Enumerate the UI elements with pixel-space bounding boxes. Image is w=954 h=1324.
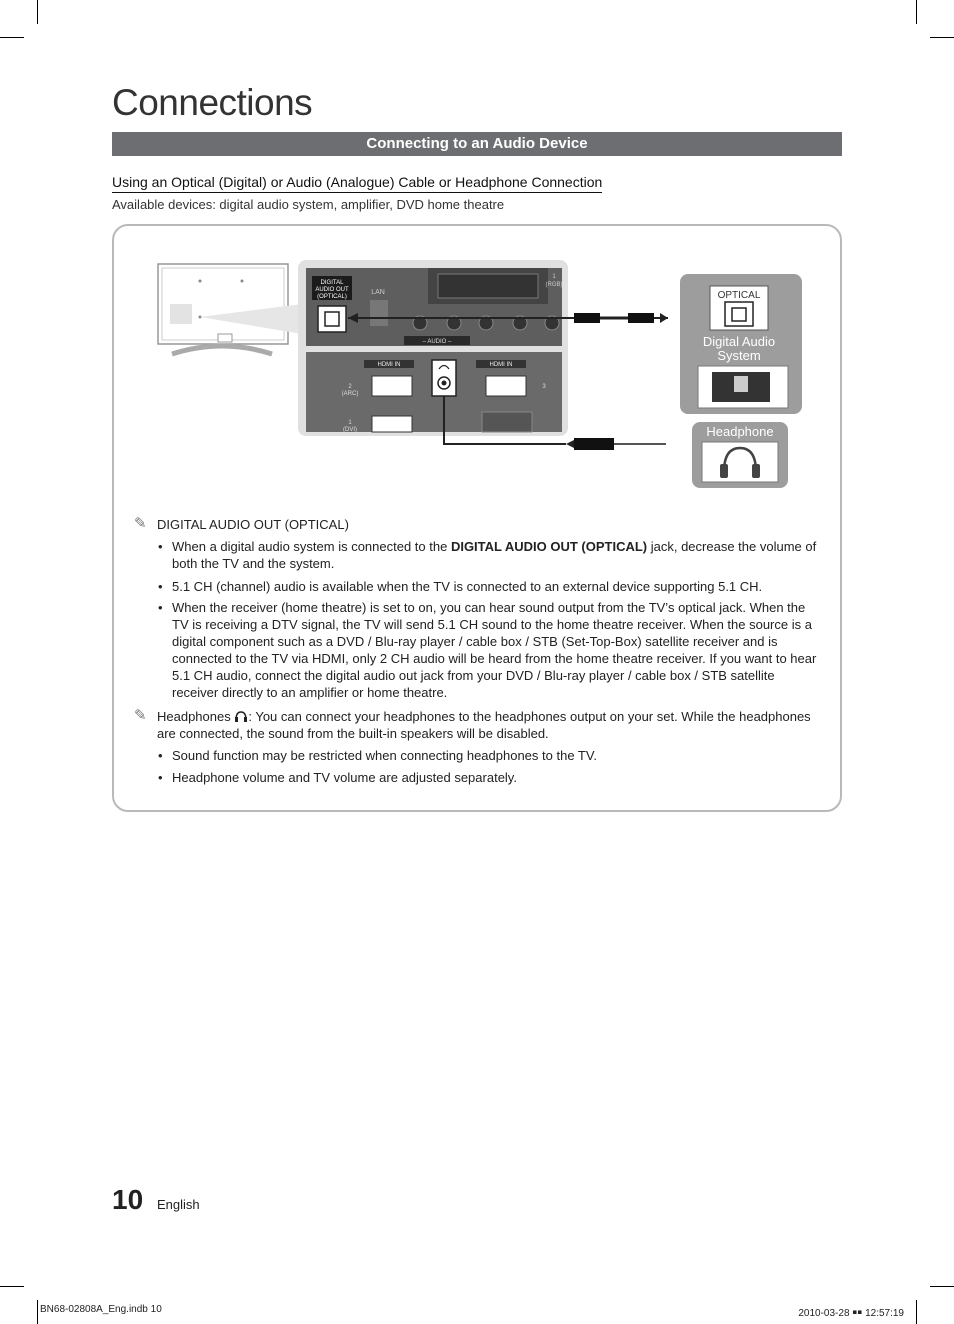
bullet-text: When the receiver (home theatre) is set to on, you can hear sound output from the TV’s optical jack. When the TV is receiving a DTV signal, the TV will send 5.1 CH sound to the home theatre receiver. When the source is a digital component such as a DVD / Blu-ray player / cable box / STB (Set-Top-Box) satellite receiver and is connected to the TV via HDMI, only 2 CH audio will be heard from the home theatre receiver. If you want to hear 5.1 CH audio, connect the digital audio out jack from your DVD / Blu-ray player / cable box / STB satellite receiver directly to an amplifier or home theatre.: [172, 600, 817, 700]
note-title: Headphones: [157, 709, 231, 724]
pencil-icon: ✎: [134, 707, 147, 724]
list-item: • Sound function may be restricted when connecting headphones to the TV.: [158, 748, 597, 763]
crop-mark: [0, 37, 24, 38]
optical-jack: [318, 306, 346, 332]
bullet-text: 5.1 CH (channel) audio is available when the TV is connected to an external device supporting 5.1 CH.: [172, 579, 763, 594]
list-item: • When a digital audio system is connected to the DIGITAL AUDIO OUT (OPTICAL) jack, decrease the volume of both the TV and the system.: [158, 539, 817, 571]
connection-panel: [112, 224, 842, 812]
digital-audio-system-label-2: System: [717, 348, 761, 363]
bullet-text: When a digital audio system is connected to the: [172, 539, 451, 554]
available-devices: Available devices: digital audio system, amplifier, DVD home theatre: [112, 197, 505, 212]
bullet-text: Headphone volume and TV volume are adjusted separately.: [172, 770, 517, 785]
date-info: 2010-03-28 ￭￭ 12:57:19: [798, 1308, 904, 1319]
connection-diagram: [114, 226, 840, 506]
rgb-label-1: 1: [552, 274, 556, 280]
note-title: DIGITAL AUDIO OUT (OPTICAL): [157, 517, 349, 532]
digital-audio-system-label-1: Digital Audio: [702, 334, 776, 349]
rgb-label-2: (RGB): [545, 282, 563, 288]
digital-out-label-1: DIGITAL: [320, 280, 344, 286]
list-item: • Headphone volume and TV volume are adjusted separately.: [158, 770, 517, 785]
note-digital-audio: [134, 515, 349, 533]
crop-mark: [916, 1300, 917, 1324]
page-title: Connections: [112, 82, 313, 123]
sub-heading: Using an Optical (Digital) or Audio (Analogue) Cable or Headphone Connection: [112, 174, 602, 193]
crop-mark: [37, 1300, 38, 1324]
digital-out-label-2: AUDIO OUT: [315, 287, 349, 293]
hdmi-3-label: 3: [542, 384, 546, 390]
crop-mark: [37, 0, 38, 24]
pencil-icon: ✎: [134, 515, 147, 532]
language-label: English: [157, 1197, 200, 1212]
bullet-bold-text: DIGITAL AUDIO OUT (OPTICAL): [450, 539, 648, 554]
hdmi-in-label-left: HDMI IN: [377, 362, 401, 368]
hdmi-in-label-right: HDMI IN: [489, 362, 513, 368]
audio-label: – AUDIO –: [422, 339, 452, 345]
hdmi-1-label-1: 1: [348, 420, 352, 426]
list-item: • 5.1 CH (channel) audio is available when the TV is connected to an external device supporting 5.1 CH.: [158, 579, 763, 594]
tv-rear-illustration: [158, 264, 302, 354]
crop-mark: [930, 1286, 954, 1287]
crop-mark: [916, 0, 917, 24]
section-title: Connecting to an Audio Device: [112, 132, 842, 156]
file-info: BN68-02808A_Eng.indb 10: [40, 1304, 162, 1315]
bullet-text: Sound function may be restricted when connecting headphones to the TV.: [172, 748, 597, 763]
headphone-label: Headphone: [706, 424, 774, 439]
lan-label: LAN: [371, 289, 385, 296]
digital-out-label-3: (OPTICAL): [317, 294, 347, 300]
hdmi-1-label-2: (DVI): [343, 427, 357, 433]
note-text: : You can connect your headphones to the headphones output on your set. While the headphones are connected, the sound from the built-in speakers will be disabled.: [157, 709, 811, 741]
bullet-text: jack, decrease the volume of both the TV and the system.: [172, 539, 817, 571]
list-item: • When the receiver (home theatre) is set to on, you can hear sound output from the TV’s optical jack. When the TV is receiving a DTV signal, the TV will send 5.1 CH sound to the home theatre receiver. When the source is a digital component such as a DVD / Blu-ray player / cable box / STB (Set-Top-Box) satellite receiver and is connected to the TV via HDMI, only 2 CH audio will be heard from the home theatre receiver. If you want to hear 5.1 CH audio, connect the digital audio out jack from your DVD / Blu-ray player / cable box / STB satellite receiver directly to an amplifier or home theatre.: [158, 600, 817, 700]
headphone-icon: [234, 710, 248, 722]
hdmi-2-label-2: (ARC): [341, 391, 359, 397]
crop-mark: [0, 1286, 24, 1287]
optical-label: OPTICAL: [717, 290, 761, 301]
hdmi-2-label-1: 2: [348, 384, 352, 390]
page-number: 10: [112, 1184, 144, 1215]
crop-mark: [930, 37, 954, 38]
note-headphones: [134, 707, 822, 742]
